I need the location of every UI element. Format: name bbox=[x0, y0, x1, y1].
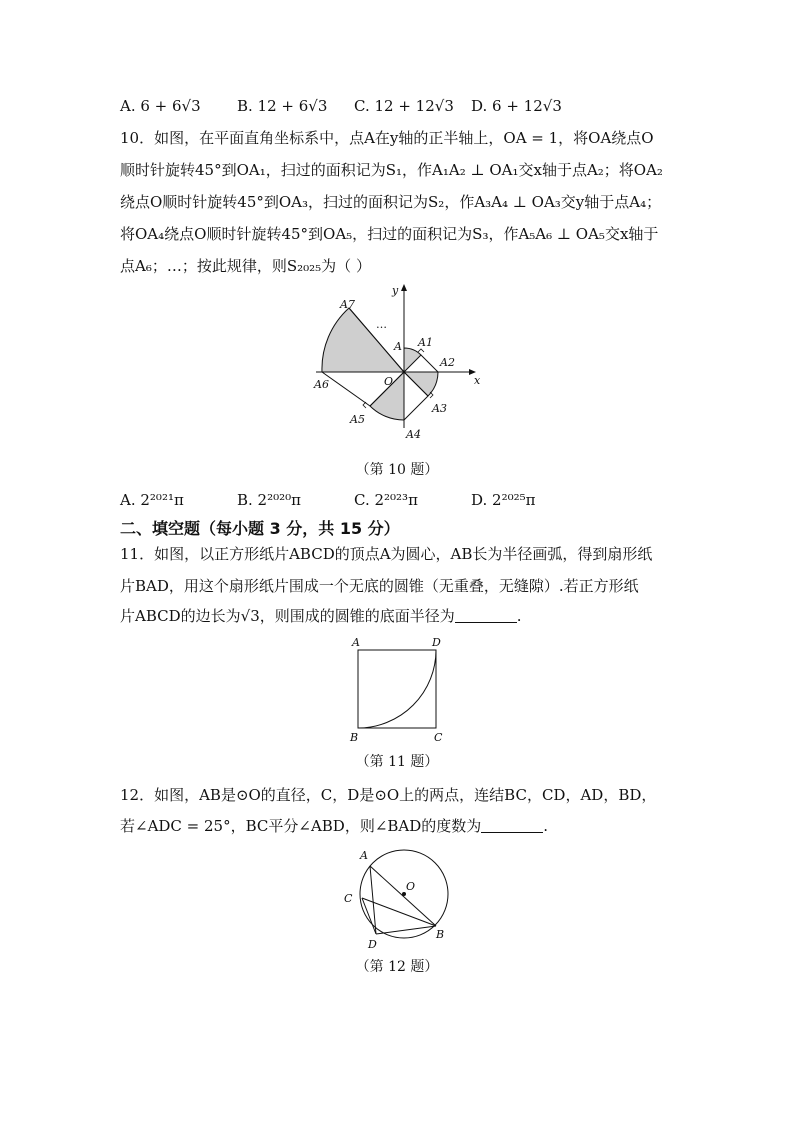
q12-label-d: D bbox=[368, 938, 377, 951]
q10-label-a5: A5 bbox=[350, 413, 365, 426]
q10-label-a6: A6 bbox=[314, 378, 329, 391]
q10-figure bbox=[300, 278, 500, 453]
q10-line-5: 点A₆；…；按此规律，则S₂₀₂₅为（ ） bbox=[120, 257, 371, 275]
q10-caption: （第 10 题） bbox=[355, 462, 439, 478]
q10-label-o: O bbox=[384, 375, 394, 388]
q10-line-1: 10．如图，在平面直角坐标系中，点A在y轴的正半轴上，OA = 1，将OA绕点O bbox=[120, 129, 654, 147]
q11-answer-blank[interactable] bbox=[455, 608, 517, 623]
q10-label-x: x bbox=[474, 374, 481, 387]
q11-line-3 bbox=[120, 606, 522, 626]
q12-answer-blank[interactable] bbox=[481, 818, 543, 833]
q10-option-c: C. 2²⁰²³π bbox=[354, 491, 418, 509]
q11-label-c: C bbox=[434, 731, 443, 744]
q10-label-a2: A2 bbox=[440, 356, 455, 369]
q11-line-2: 片BAD，用这个扇形纸片围成一个无底的圆锥（无重叠，无缝隙）.若正方形纸 bbox=[120, 577, 639, 595]
q11-label-d: D bbox=[432, 636, 441, 649]
q12-label-b: B bbox=[436, 928, 445, 941]
q9-option-c: C. 12 + 12√3 bbox=[354, 97, 454, 115]
q10-label-a: A bbox=[394, 340, 402, 353]
q10-option-d: D. 2²⁰²⁵π bbox=[471, 491, 536, 509]
q12-line-2 bbox=[120, 816, 548, 836]
q11-line-3-text: 片ABCD的边长为√3，则围成的圆锥的底面半径为 bbox=[120, 607, 455, 625]
q12-label-a: A bbox=[360, 849, 368, 862]
q10-option-b: B. 2²⁰²⁰π bbox=[237, 491, 302, 509]
q9-option-b: B. 12 + 6√3 bbox=[237, 97, 328, 115]
q10-label-a4: A4 bbox=[406, 428, 421, 441]
q10-label-a1: A1 bbox=[418, 336, 433, 349]
q12-line-2-text: 若∠ADC = 25°，BC平分∠ABD，则∠BAD的度数为 bbox=[120, 817, 482, 835]
q12-label-o: O bbox=[406, 880, 416, 893]
q11-label-b: B bbox=[350, 731, 359, 744]
q9-option-d: D. 6 + 12√3 bbox=[471, 97, 562, 115]
q11-figure bbox=[340, 632, 460, 750]
q10-label-a3: A3 bbox=[432, 402, 447, 415]
q10-line-4: 将OA₄绕点O顺时针旋转45°到OA₅，扫过的面积记为S₃，作A₅A₆ ⊥ OA₅交x轴于 bbox=[120, 225, 659, 243]
q10-line-3: 绕点O顺时针旋转45°到OA₃，扫过的面积记为S₂，作A₃A₄ ⊥ OA₃交y轴于点A₄； bbox=[120, 193, 662, 211]
q12-label-c: C bbox=[344, 892, 353, 905]
q12-caption: （第 12 题） bbox=[355, 959, 439, 975]
q12-figure bbox=[338, 842, 458, 954]
q10-label-dots: … bbox=[376, 318, 387, 331]
q10-line-2: 顺时针旋转45°到OA₁，扫过的面积记为S₁，作A₁A₂ ⊥ OA₁交x轴于点A₂；将OA₂ bbox=[120, 161, 663, 179]
q9-option-a: A. 6 + 6√3 bbox=[120, 97, 201, 115]
q10-label-a7: A7 bbox=[340, 298, 355, 311]
q10-sector-4 bbox=[322, 308, 404, 372]
q10-sector-2 bbox=[404, 372, 438, 396]
q11-label-a: A bbox=[352, 636, 360, 649]
section-heading-fill-in: 二、填空题（每小题 3 分，共 15 分） bbox=[120, 519, 400, 538]
q10-label-y: y bbox=[392, 284, 399, 297]
q11-line-3-end: . bbox=[516, 607, 522, 625]
q11-caption: （第 11 题） bbox=[355, 754, 439, 770]
q12-line-1: 12．如图，AB是⊙O的直径，C，D是⊙O上的两点，连结BC，CD，AD，BD， bbox=[120, 786, 657, 804]
q11-line-1: 11．如图，以正方形纸片ABCD的顶点A为圆心，AB长为半径画弧，得到扇形纸 bbox=[120, 545, 653, 563]
q12-line-2-end: . bbox=[543, 817, 549, 835]
q10-option-a: A. 2²⁰²¹π bbox=[120, 491, 184, 509]
